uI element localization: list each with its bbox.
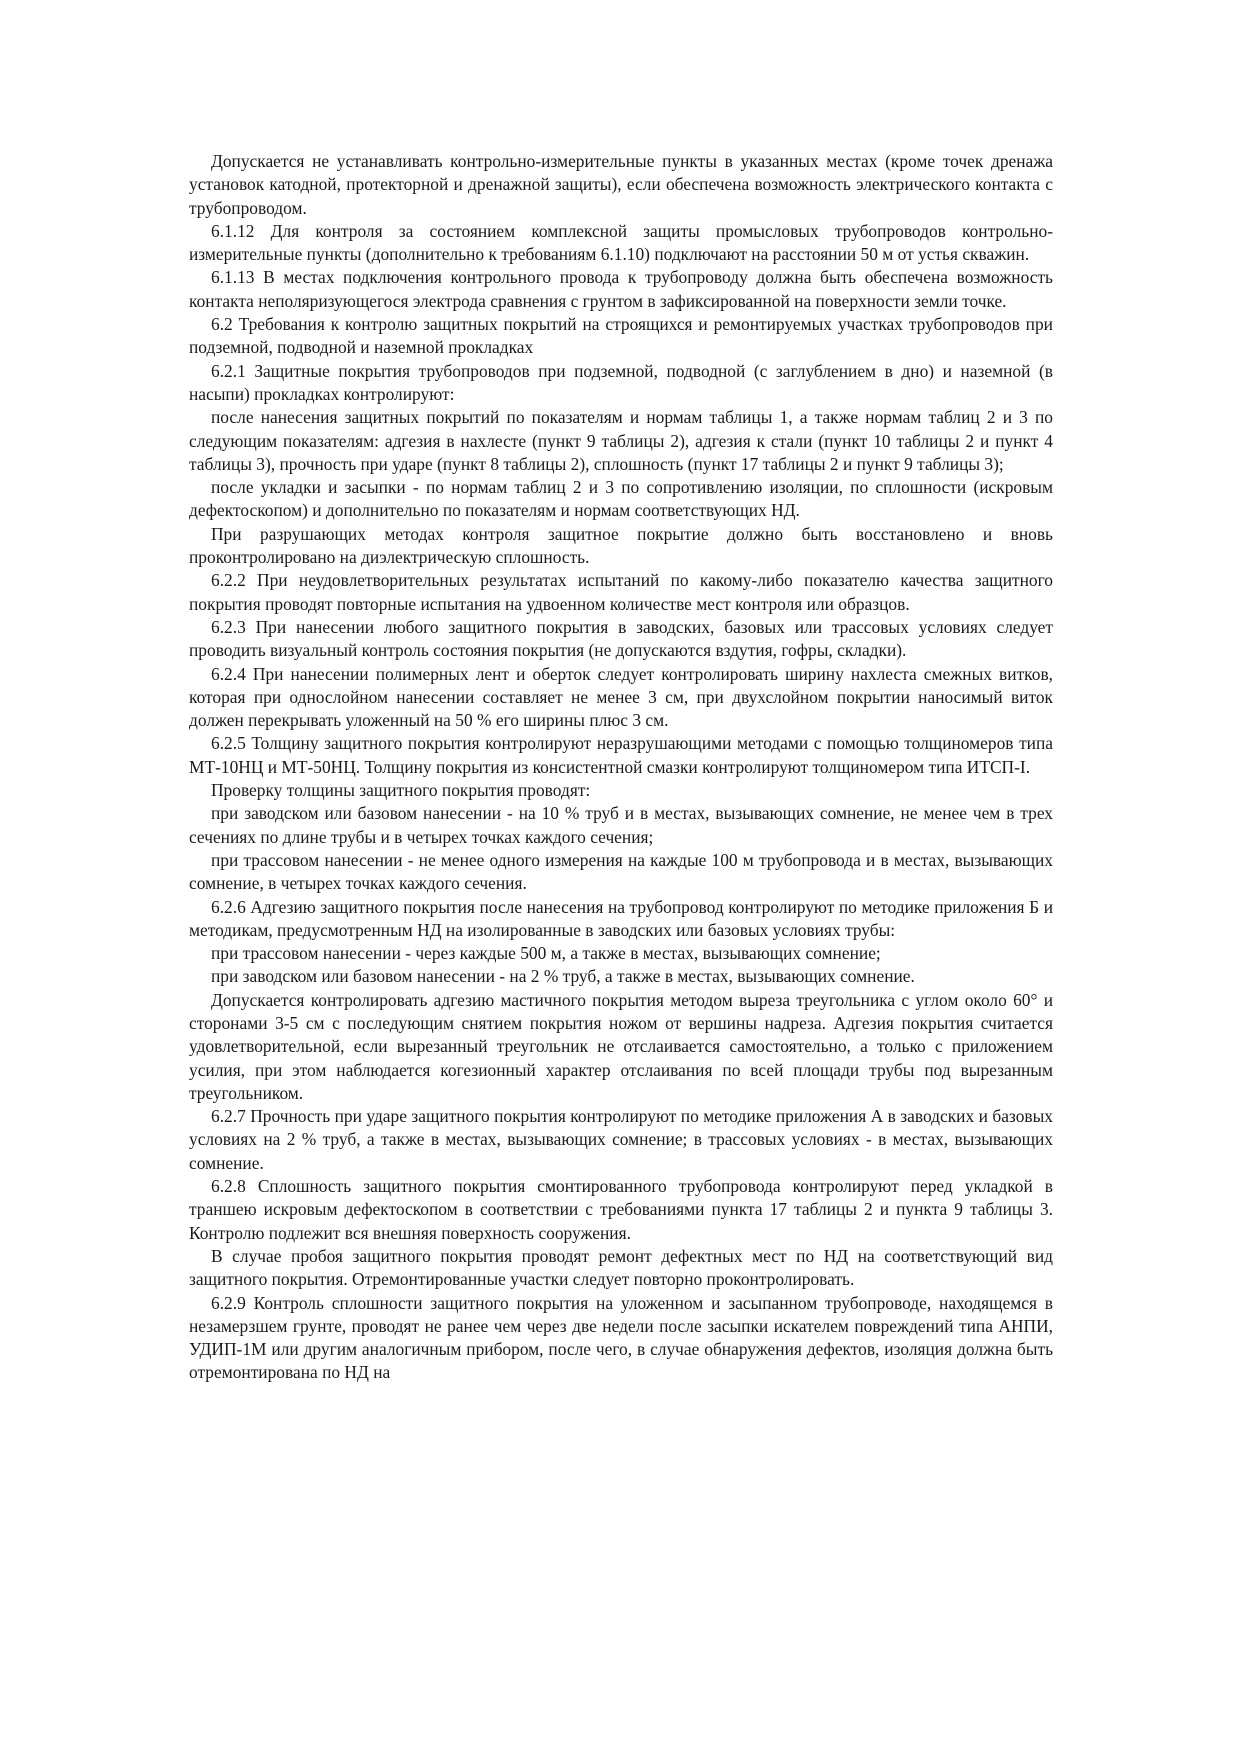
paragraph-test-point-exception: Допускается не устанавливать контрольно-измерительные пункты в указанных местах (кроме точек дренажа установок катодной, протекторной и дренажной защиты), если обеспечена возможность электрического контакта с трубопроводом. — [189, 151, 1053, 218]
paragraph-6-2-3: 6.2.3 При нанесении любого защитного покрытия в заводских, базовых или трассовых условиях следует проводить визуальный контроль состояния покрытия (не допускаются вздутия, гофры, складки). — [189, 616, 1053, 661]
paragraph-6-2-4: 6.2.4 При нанесении полимерных лент и оберток следует контролировать ширину нахлеста смежных витков, которая при однослойном нанесении составляет не менее 3 см, при двухслойном покрытии наносимый виток должен перекрывать уложенный на 50 % его ширины плюс 3 см. — [189, 663, 1053, 731]
document-page — [189, 150, 1053, 1385]
paragraph-destructive-methods: При разрушающих методах контроля защитное покрытие должно быть восстановлено и вновь проконтролировано на диэлектрическую сплошность. — [189, 523, 1053, 568]
paragraph-6-2-1: 6.2.1 Защитные покрытия трубопроводов при подземной, подводной (с заглублением в дно) и наземной (в насыпи) прокладках контролируют: — [189, 360, 1053, 404]
paragraph-6-2-2: 6.2.2 При неудовлетворительных результатах испытаний по какому-либо показателю качества защитного покрытия проводят повторные испытания на удвоенном количестве мест контроля или образцов. — [189, 570, 1053, 614]
section-heading-6-2: 6.2 Требования к контролю защитных покрытий на строящихся и ремонтируемых участках трубопроводов при подземной, подводной и наземной прокладках — [189, 314, 1053, 358]
paragraph-6-2-7: 6.2.7 Прочность при ударе защитного покрытия контролируют по методике приложения А в заводских и базовых условиях на 2 % труб, а также в местах, вызывающих сомнение; в трассовых условиях - в местах, вызывающих сомнение. — [189, 1106, 1053, 1173]
paragraph-6-2-6: 6.2.6 Адгезию защитного покрытия после нанесения на трубопровод контролируют по методике приложения Б и методикам, предусмотренным НД на изолированные в заводских или базовых условиях трубы: — [189, 896, 1053, 940]
paragraph-6-2-5: 6.2.5 Толщину защитного покрытия контролируют неразрушающими методами с помощью толщиномеров типа МТ-10НЦ и МТ-50НЦ. Толщину покрытия из консистентной смазки контролируют толщиномером типа ИТСП-I. — [189, 733, 1053, 777]
list-item-field-thickness: при трассовом нанесении - не менее одного измерения на каждые 100 м трубопровода и в местах, вызывающих сомнение, в четырех точках каждого сечения. — [189, 849, 1053, 894]
paragraph-thickness-check: Проверку толщины защитного покрытия проводят: — [211, 780, 591, 801]
list-item-after-coating: после нанесения защитных покрытий по показателям и нормам таблицы 1, а также нормам таблиц 2 и 3 по следующим показателям: адгезия в нахлесте (пункт 9 таблицы 2), адгезия к стали (пункт 10 таблицы 2 и пункт 4 таблицы 3), прочность при ударе (пункт 8 таблицы 2), сплошность (пункт 17 таблицы 2 и пункт 9 таблицы 3); — [189, 407, 1053, 474]
paragraph-repair: В случае пробоя защитного покрытия проводят ремонт дефектных мест по НД на соответствующий вид защитного покрытия. Отремонтированные участки следует повторно проконтролировать. — [189, 1245, 1053, 1290]
paragraph-mastic-adhesion: Допускается контролировать адгезию мастичного покрытия методом выреза треугольника с углом около 60° и сторонами 3-5 см с последующим снятием покрытия ножом от вершины надреза. Адгезия покрытия считается удовлетворительной, если вырезанный треугольник не отслаивается самостоятельно, а только с приложением усилия, при этом наблюдается когезионный характер отслаивания по всей площади трубы под вырезанным треугольником. — [189, 989, 1053, 1103]
paragraph-6-2-8: 6.2.8 Сплошность защитного покрытия смонтированного трубопровода контролируют перед укладкой в траншею искровым дефектоскопом в соответствии с требованиями пункта 17 таблицы 2 и пункта 9 таблицы 3. Контролю подлежит вся внешняя поверхность сооружения. — [189, 1176, 1053, 1243]
paragraph-6-1-12: 6.1.12 Для контроля за состоянием комплексной защиты промысловых трубопроводов контрольно-измерительные пункты (дополнительно к требованиям 6.1.10) подключают на расстоянии 50 м от устья скважин. — [189, 220, 1053, 265]
list-item-after-backfill: после укладки и засыпки - по нормам таблиц 2 и 3 по сопротивлению изоляции, по сплошности (искровым дефектоскопом) и дополнительно по показателям и нормам соответствующих НД. — [189, 477, 1053, 521]
paragraph-6-1-13: 6.1.13 В местах подключения контрольного провода к трубопроводу должна быть обеспечена возможность контакта неполяризующегося электрода сравнения с грунтом в зафиксированной на поверхности земли точке. — [189, 267, 1053, 311]
list-item-factory-thickness: при заводском или базовом нанесении - на 10 % труб и в местах, вызывающих сомнение, не менее чем в трех сечениях по длине трубы и в четырех точках каждого сечения; — [189, 803, 1053, 847]
list-item-field-adhesion: при трассовом нанесении - через каждые 500 м, а также в местах, вызывающих сомнение; — [211, 943, 881, 964]
paragraph-6-2-9: 6.2.9 Контроль сплошности защитного покрытия на уложенном и засыпанном трубопроводе, находящемся в незамерзшем грунте, проводят не ранее чем через две недели после засыпки искателем повреждений типа АНПИ, УДИП-1М или другим аналогичным прибором, после чего, в случае обнаружения дефектов, изоляция должна быть отремонтирована по НД на — [189, 1292, 1053, 1383]
list-item-factory-adhesion: при заводском или базовом нанесении - на 2 % труб, а также в местах, вызывающих сомнение. — [211, 966, 915, 987]
